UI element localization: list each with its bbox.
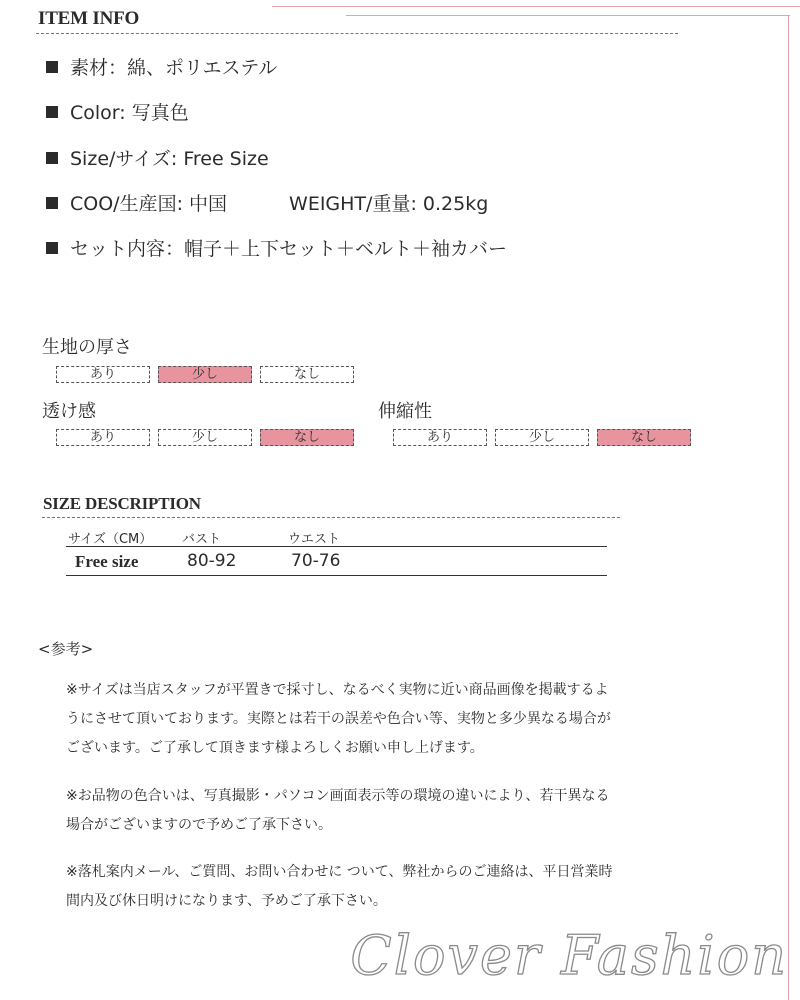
notes-heading: <参考> xyxy=(38,640,94,658)
note-line: ※サイズは当店スタッフが平置きで採寸し、なるべく実物に近い商品画像を掲載するよ xyxy=(66,682,609,698)
stretch-option-sukoshi: 少し xyxy=(495,429,589,446)
size-header-bust: バスト xyxy=(182,532,222,547)
spec-set-text: セット内容：帽子＋上下セット＋ベルト＋袖カバー xyxy=(70,238,508,260)
stretch-option-nashi: なし xyxy=(597,429,691,446)
brand-logo: Clover Fashion xyxy=(350,924,788,987)
bullet-icon xyxy=(46,106,58,118)
sheer-option-sukoshi: 少し xyxy=(158,429,252,446)
item-info-title: ITEM INFO xyxy=(38,8,140,29)
spec-size-text: Size/サイズ: Free Size xyxy=(70,148,269,170)
size-description-title: SIZE DESCRIPTION xyxy=(43,494,201,513)
note-line: うにさせて頂いております。実際とは若干の誤差や色合い等、実物と多少異なる場合が xyxy=(66,711,611,727)
spec-coo-text: COO/生産国: 中国 xyxy=(70,193,228,215)
note-paragraph-2 xyxy=(66,782,696,840)
note-paragraph-1 xyxy=(66,676,696,763)
size-header-rule xyxy=(66,546,607,547)
size-row-label: Free size xyxy=(75,552,139,571)
note-line: ございます。ご了承して頂きます様よろしくお願い申し上げます。 xyxy=(66,740,484,756)
size-row-rule xyxy=(66,575,607,576)
note-line: ※お品物の色合いは、写真撮影・パソコン画面表示等の環境の違いにより、若干異なる xyxy=(66,788,610,804)
size-row-waist: 70-76 xyxy=(291,551,341,571)
spec-material-text: 素材：綿、ポリエステル xyxy=(70,57,278,79)
size-description-divider xyxy=(42,517,620,518)
thickness-option-sukoshi: 少し xyxy=(158,366,252,383)
spec-weight-text: WEIGHT/重量: 0.25kg xyxy=(289,193,489,215)
thickness-label: 生地の厚さ xyxy=(42,337,132,358)
stretch-label: 伸縮性 xyxy=(378,401,432,422)
note-line: 場合がございますので予めご了承下さい。 xyxy=(66,817,332,833)
note-line: ※落札案内メール、ご質問、お問い合わせに ついて、弊社からのご連絡は、平日営業時 xyxy=(66,864,613,880)
item-info-divider xyxy=(36,33,678,34)
spec-size xyxy=(46,144,269,171)
bullet-icon xyxy=(46,242,58,254)
thickness-option-nashi: なし xyxy=(260,366,354,383)
spec-origin-weight xyxy=(46,189,488,216)
spec-material xyxy=(46,53,277,80)
stretch-option-ari: あり xyxy=(393,429,487,446)
size-header-size: サイズ（CM） xyxy=(68,532,153,547)
spec-color-text: Color: 写真色 xyxy=(70,102,189,124)
sheer-option-nashi: なし xyxy=(260,429,354,446)
thickness-option-ari: あり xyxy=(56,366,150,383)
sheer-option-ari: あり xyxy=(56,429,150,446)
size-header-waist: ウエスト xyxy=(288,532,341,547)
size-row-bust: 80-92 xyxy=(187,551,237,571)
sheer-label: 透け感 xyxy=(42,401,96,422)
bullet-icon xyxy=(46,61,58,73)
bullet-icon xyxy=(46,197,58,209)
note-paragraph-3 xyxy=(66,858,696,916)
bullet-icon xyxy=(46,152,58,164)
spec-set-contents xyxy=(46,234,507,261)
spec-color xyxy=(46,98,189,125)
note-line: 間内及び休日明けになります、予めご了承下さい。 xyxy=(66,893,387,909)
